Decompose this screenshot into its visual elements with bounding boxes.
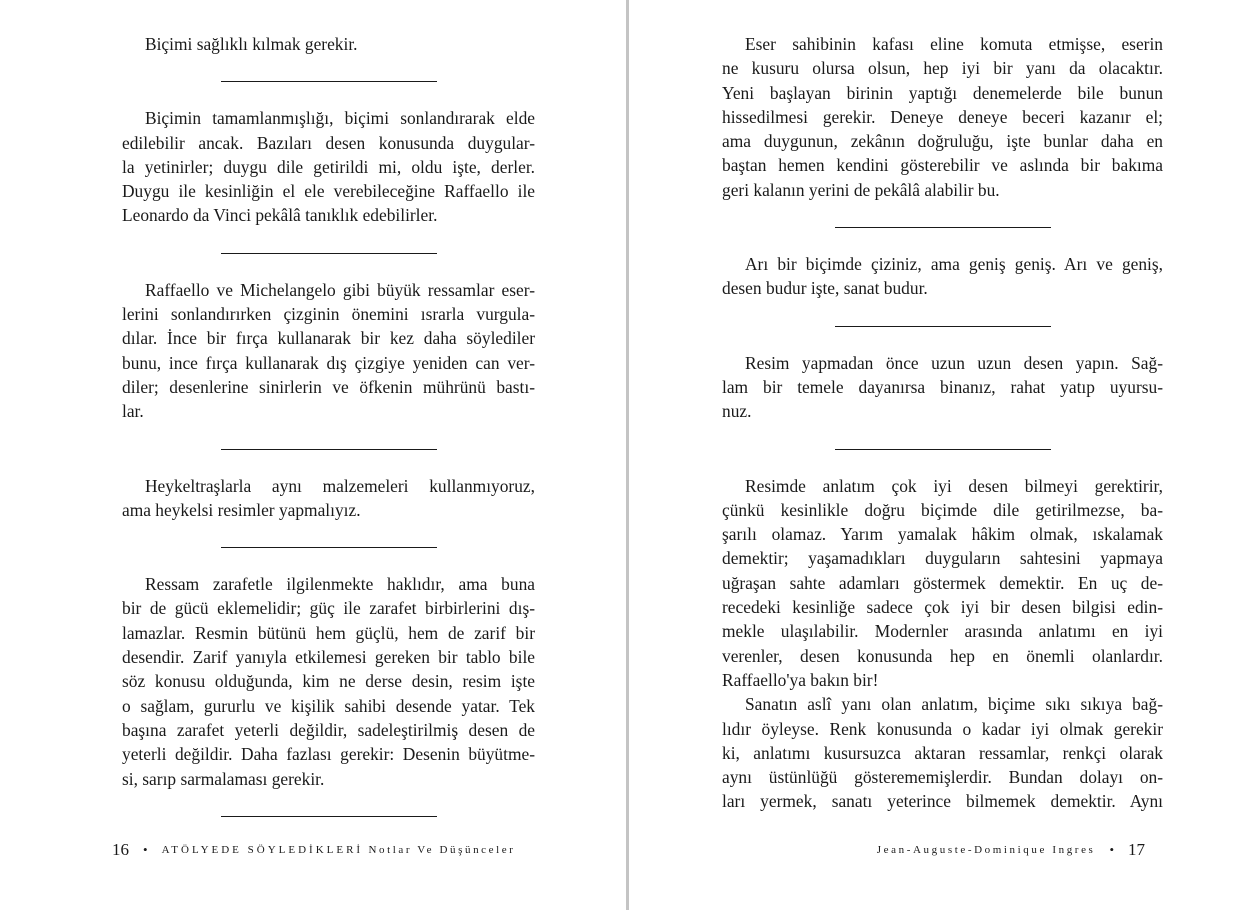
paragraph xyxy=(122,106,535,227)
bullet-icon: • xyxy=(1109,842,1114,857)
paragraph xyxy=(722,351,1163,424)
text-line: dılar. İnce bir fırça kullanarak bir kez daha söylediler xyxy=(122,328,535,349)
text-line: aynı üstünlüğü gösterememişlerdir. Bundan dolayı on- xyxy=(722,767,1163,788)
text-line: o sağlam, gururlu ve kişilik sahibi desende yatar. Tek xyxy=(122,695,535,716)
text-line: Heykeltraşlarla aynı malzemeleri kullanmıyoruz, xyxy=(145,475,535,496)
text-line: Biçimin tamamlanmışlığı, biçimi sonlandırarak elde xyxy=(145,108,535,129)
text-line: nuz. xyxy=(722,401,752,422)
text-line: demektir; yaşamadıkları duyguların sahtesini yapmaya xyxy=(722,548,1163,569)
text-line: lar. xyxy=(122,401,144,422)
text-line: ama heykelsi resimler yapmalıyız. xyxy=(122,499,361,520)
text-line: hissedilmesi gerekir. Deneye deneye beceri kazanır el; xyxy=(722,106,1163,127)
text-line: şarılı olamaz. Yarım yamalak hâkim olmak, ıskalamak xyxy=(722,524,1163,545)
text-line: geri kalanın yerini de pekâlâ alabilir bu. xyxy=(722,179,1000,200)
text-line: ları yermek, sanatı yeterince bilmemek demektir. Aynı xyxy=(722,791,1163,812)
text-line: ama duygunun, zekânın doğruluğu, işte bunlar daha en xyxy=(722,131,1163,152)
text-line: diler; desenlerine sinirlerin ve öfkenin mührünü bastı- xyxy=(122,376,535,397)
text-line: çünkü kesinlikle doğru biçimde dile getirilmezse, ba- xyxy=(722,499,1163,520)
text-line: uğraşan sahte adamları göstermek demektir. En uç de- xyxy=(722,572,1163,593)
running-head-author: Jean-Auguste-Dominique Ingres xyxy=(876,844,1096,856)
text-line: ki, anlatımı kusursuzca aktaran ressamlar, renkçi olarak xyxy=(722,742,1163,763)
text-line: Resim yapmadan önce uzun uzun desen yapın. Sağ- xyxy=(745,352,1163,373)
text-line: Raffaello'ya bakın bir! xyxy=(722,669,879,690)
text-line: söz konusu olduğunda, kim ne derse desin, resim işte xyxy=(122,671,535,692)
page-number: 17 xyxy=(1128,840,1145,859)
paragraph xyxy=(722,252,1163,301)
paragraph xyxy=(122,32,535,56)
text-line: bunu, ince fırça kullanarak dış çizgiye yeniden can ver- xyxy=(122,352,535,373)
right-page-footer xyxy=(877,840,1145,860)
paragraph xyxy=(722,32,1163,202)
left-page-footer xyxy=(112,840,516,860)
bullet-icon: • xyxy=(143,842,148,857)
text-line: başına zarafet yeterli değildir, sadeleştirilmiş desen de xyxy=(122,719,535,740)
paragraph xyxy=(122,278,535,424)
text-line: Yeni başlayan birinin yaptığı denemelerde bile bunun xyxy=(722,82,1163,103)
paragraph xyxy=(122,474,535,523)
text-line: Arı bir biçimde çiziniz, ama geniş geniş. Arı ve geniş, xyxy=(745,254,1163,275)
running-head-title: ATÖLYEDE SÖYLEDİKLERİ xyxy=(161,844,364,856)
text-line: Biçimi sağlıklı kılmak gerekir. xyxy=(145,34,358,54)
text-line: desendir. Zarif yanıyla etkilemesi gereken bir tablo bile xyxy=(122,647,535,668)
text-line: Duygu ile kesinliğin el ele verebileceğine Raffaello ile xyxy=(122,181,535,202)
text-line: desen budur işte, sanat budur. xyxy=(722,278,928,299)
text-line: lerini sonlandırırken çizginin önemini ısrarla vurgula- xyxy=(122,304,535,325)
left-page-body xyxy=(122,32,535,841)
text-line: Eser sahibinin kafası eline komuta etmişse, eserin xyxy=(745,34,1163,54)
text-line: si, sarıp sarmalaması gerekir. xyxy=(122,768,325,789)
page-number: 16 xyxy=(112,840,129,859)
right-page-body xyxy=(722,32,1163,814)
paragraph xyxy=(722,692,1163,813)
text-line: yeterli değildir. Daha fazlası gerekir: Desenin büyütme- xyxy=(122,744,535,765)
text-line: baştan hemen kendini gösterebilir ve aslında bir bakıma xyxy=(722,155,1163,176)
text-line: la yetinirler; duygu dile getirildi mi, oldu işte, derler. xyxy=(122,156,535,177)
text-line: Raffaello ve Michelangelo gibi büyük ressamlar eser- xyxy=(145,279,535,300)
text-line: Sanatın aslî yanı olan anlatım, biçime sıkı sıkıya bağ- xyxy=(745,694,1163,715)
text-line: ne kusuru olursa olsun, hep iyi bir yanı da olacaktır. xyxy=(722,58,1163,79)
text-line: Ressam zarafetle ilgilenmekte haklıdır, ama buna xyxy=(145,574,535,595)
text-line: verenler, desen konusunda hep en önemli olanlardır. xyxy=(722,645,1163,666)
running-head-subtitle: Notlar Ve Düşünceler xyxy=(368,844,516,856)
text-line: mekle ulaşılabilir. Modernler arasında anlatımı en iyi xyxy=(722,621,1163,642)
paragraph xyxy=(122,572,535,791)
text-line: Resimde anlatım çok iyi desen bilmeyi gerektirir, xyxy=(745,475,1163,496)
text-line: lam bir temele dayanırsa binanız, rahat yatıp uyursu- xyxy=(722,376,1163,397)
right-page xyxy=(629,0,1251,910)
text-line: Leonardo da Vinci pekâlâ tanıklık edebilirler. xyxy=(122,205,438,226)
text-line: lamazlar. Resmin bütünü hem güçlü, hem de zarif bir xyxy=(122,622,535,643)
text-line: edilebilir ancak. Bazıları desen konusunda duygular- xyxy=(122,132,535,153)
paragraph xyxy=(722,474,1163,693)
text-line: bir de gücü eklemelidir; güç ile zarafet birbirlerini dış- xyxy=(122,598,535,619)
text-line: recedeki kesinliğe sadece çok iyi bir desen bilgisi edin- xyxy=(722,597,1163,618)
text-line: lıdır öyleyse. Renk konusunda o kadar iyi olmak gerekir xyxy=(722,718,1163,739)
